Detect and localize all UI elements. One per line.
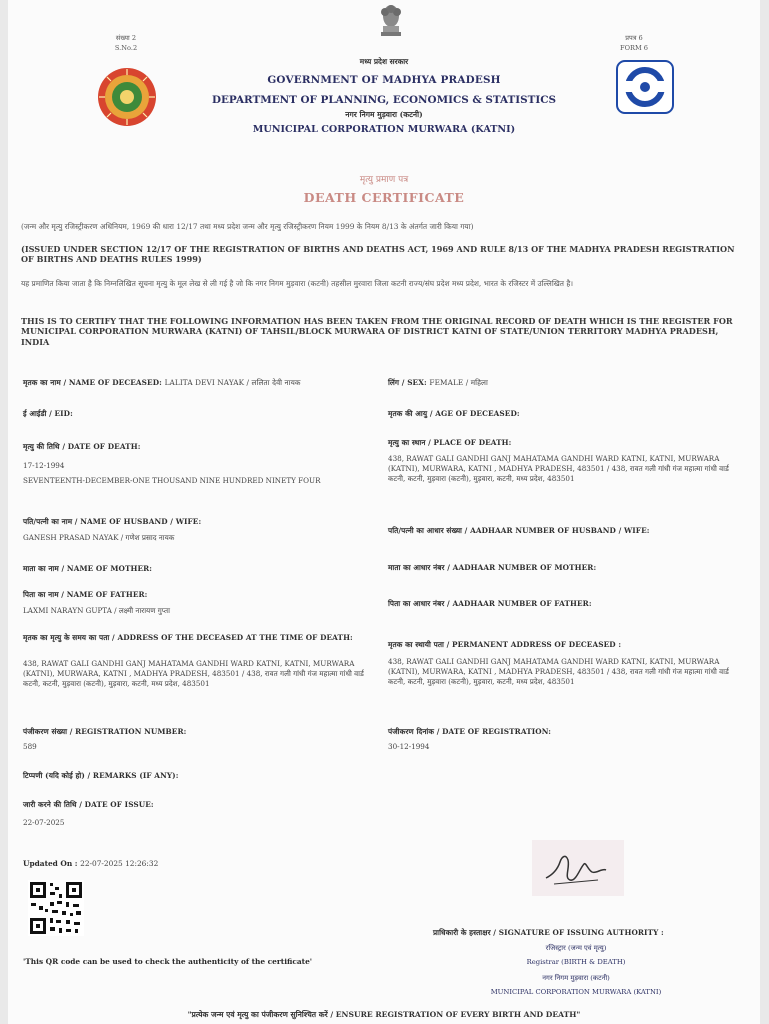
remarks-label: टिप्पणी (यदि कोई हो) / REMARKS (IF ANY):	[23, 771, 179, 780]
eid-label: ई आईडी / EID:	[23, 409, 73, 418]
date-of-registration-label: पंजीकरण दिनांक / DATE OF REGISTRATION:	[388, 727, 552, 736]
date-of-death-value: 17-12-1994	[23, 461, 65, 470]
spouse-name-value: GANESH PRASAD NAYAK / गणेश प्रसाद नायक	[23, 533, 175, 542]
municipal-corporation-hindi: नगर निगम मुड़वारा (कटनी)	[345, 110, 423, 119]
department-title: DEPARTMENT OF PLANNING, ECONOMICS & STATISTICS	[212, 94, 556, 106]
qr-code-note: 'This QR code can be used to check the authenticity of the certificate'	[23, 957, 313, 966]
municipal-corporation-title: MUNICIPAL CORPORATION MURWARA (KATNI)	[252, 124, 516, 135]
certificate-title: DEATH CERTIFICATE	[303, 190, 465, 205]
mother-name-label: माता का नाम / NAME OF MOTHER:	[23, 564, 153, 573]
government-title: GOVERNMENT OF MADHYA PRADESH	[267, 74, 501, 86]
certificate-page	[8, 0, 760, 1024]
certify-hindi: यह प्रमाणित किया जाता है कि निम्नलिखित सूचना मृत्यु के मूल लेख से ली गई है जो कि नगर निगम मुड़वारा (कटनी) तहसील मुरवारा जिला कटनी राज्य/संघ प्रदेश मध्य प्रदेश, भारत के रजिस्टर में उल्लिखित है।	[21, 279, 574, 288]
registrar-hindi: रजिस्ट्रार (जन्म एवं मृत्यु)	[545, 944, 607, 952]
name-of-deceased-value: LALITA DEVI NAYAK / ललिता देवी नायक	[164, 378, 301, 387]
ensure-registration-footer: "प्रत्येक जन्म एवं मृत्यु का पंजीकरण सुनिश्चित करें / ENSURE REGISTRATION OF EVERY BIRTH AND DEATH"	[187, 1010, 581, 1019]
form-number: FORM 6	[620, 44, 648, 52]
place-of-death-label: मृत्यु का स्थान / PLACE OF DEATH:	[388, 438, 512, 447]
spouse-aadhaar-label: पति/पत्नी का आधार संख्या / AADHAAR NUMBER OF HUSBAND / WIFE:	[388, 526, 650, 535]
date-of-registration-value: 30-12-1994	[388, 742, 430, 751]
sex-value: FEMALE / महिला	[429, 378, 488, 387]
updated-on: Updated On : 22-07-2025 12:26:32	[23, 859, 159, 868]
certificate-title-hindi: मृत्यु प्रमाण पत्र	[359, 175, 409, 185]
place-of-death-value: 438, RAWAT GALI GANDHI GANJ MAHATAMA GANDHI WARD KATNI, KATNI, MURWARA (KATNI), MURWARA, KATNI , MADHYA PRADESH, 483501 / 438, रावत गली गांधी गंज महात्मा गांधी वार्ड कटनी, कटनी, मुड़वारा (कटनी), मुड़वारा, कटनी, मध्य प्रदेश, 483501	[388, 454, 729, 483]
name-of-deceased-row: मृतक का नाम / NAME OF DECEASED: LALITA DEVI NAYAK / ललिता देवी नायक	[23, 378, 301, 387]
registration-number-value: 589	[23, 742, 37, 751]
father-aadhaar-label: पिता का आधार नंबर / AADHAAR NUMBER OF FATHER:	[388, 599, 592, 608]
registration-number-label: पंजीकरण संख्या / REGISTRATION NUMBER:	[23, 727, 187, 736]
mother-aadhaar-label: माता का आधार नंबर / AADHAAR NUMBER OF MOTHER:	[388, 563, 597, 572]
serial-number: S.No.2	[114, 44, 138, 52]
national-emblem-icon	[376, 2, 406, 40]
registrar-corporation: MUNICIPAL CORPORATION MURWARA (KATNI)	[490, 988, 662, 996]
age-label: मृतक की आयु / AGE OF DECEASED:	[388, 409, 520, 418]
address-at-death-value: 438, RAWAT GALI GANDHI GANJ MAHATAMA GANDHI WARD KATNI, KATNI, MURWARA (KATNI), MURWARA, KATNI , MADHYA PRADESH, 483501 / 438, रावत गली गांधी गंज महात्मा गांधी वार्ड कटनी, कटनी, मुड़वारा (कटनी), मुड़वारा, कटनी, मध्य प्रदेश, 483501	[23, 659, 364, 688]
date-of-death-words: SEVENTEENTH-DECEMBER-ONE THOUSAND NINE HUNDRED NINETY FOUR	[23, 476, 321, 485]
permanent-address-label: मृतक का स्थायी पता / PERMANENT ADDRESS OF DECEASED :	[388, 640, 622, 649]
certify-statement: THIS IS TO CERTIFY THAT THE FOLLOWING INFORMATION HAS BEEN TAKEN FROM THE ORIGINAL RECORD OF DEATH WHICH IS THE REGISTER FOR MUNICIPAL CORPORATION MURWARA (KATNI) OF TAHSIL/BLOCK MURWARA OF DISTRICT KATNI OF STATE/UNION TERRITORY MADHYA PRADESH, INDIA	[21, 316, 733, 347]
state-government-hindi: मध्य प्रदेश सरकार	[359, 57, 409, 66]
date-of-issue-value: 22-07-2025	[23, 818, 65, 827]
updated-on-value: 22-07-2025 12:26:32	[80, 859, 159, 868]
father-name-value: LAXMI NARAYN GUPTA / लक्ष्मी नारायण गुप्ता	[23, 606, 170, 615]
permanent-address-value: 438, RAWAT GALI GANDHI GANJ MAHATAMA GANDHI WARD KATNI, KATNI, MURWARA (KATNI), MURWARA, KATNI , MADHYA PRADESH, 483501 / 438, रावत गली गांधी गंज महात्मा गांधी वार्ड कटनी, कटनी, मुड़वारा (कटनी), मुड़वारा, कटनी, मध्य प्रदेश, 483501	[388, 657, 729, 686]
sex-row: लिंग / SEX: FEMALE / महिला	[388, 378, 488, 387]
registrar-corporation-hindi: नगर निगम मुड़वारा (कटनी)	[542, 974, 610, 982]
spouse-name-label: पति/पत्नी का नाम / NAME OF HUSBAND / WIFE:	[23, 517, 202, 526]
father-name-label: पिता का नाम / NAME OF FATHER:	[23, 590, 148, 599]
address-at-death-label: मृतक का मृत्यु के समय का पता / ADDRESS OF THE DECEASED AT THE TIME OF DEATH:	[23, 633, 353, 642]
signature-icon	[540, 848, 610, 890]
qr-code-icon[interactable]	[28, 880, 84, 936]
serial-number-hindi: संख्या 2	[115, 34, 137, 42]
date-of-issue-label: जारी करने की तिथि / DATE OF ISSUE:	[23, 800, 154, 809]
signature-authority-label: प्राधिकारी के हस्ताक्षर / SIGNATURE OF ISSUING AUTHORITY :	[433, 928, 664, 937]
issued-under: (ISSUED UNDER SECTION 12/17 OF THE REGISTRATION OF BIRTHS AND DEATHS ACT, 1969 AND RULE 8/13 OF THE MADHYA PRADESH REGISTRATION OF BIRTHS AND DEATHS RULES 1999)	[21, 244, 735, 265]
date-of-death-label: मृत्यु की तिथि / DATE OF DEATH:	[23, 442, 141, 451]
issued-under-hindi: (जन्म और मृत्यु रजिस्ट्रीकरण अधिनियम, 1969 की धारा 12/17 तथा मध्य प्रदेश जन्म और मृत्यु रजिस्ट्रीकरण नियम 1999 के नियम 8/13 के अंतर्गत जारी किया गया)	[21, 222, 474, 231]
form-number-hindi: प्रपत्र 6	[625, 34, 643, 42]
registrar-title: Registrar (BIRTH & DEATH)	[526, 958, 626, 966]
